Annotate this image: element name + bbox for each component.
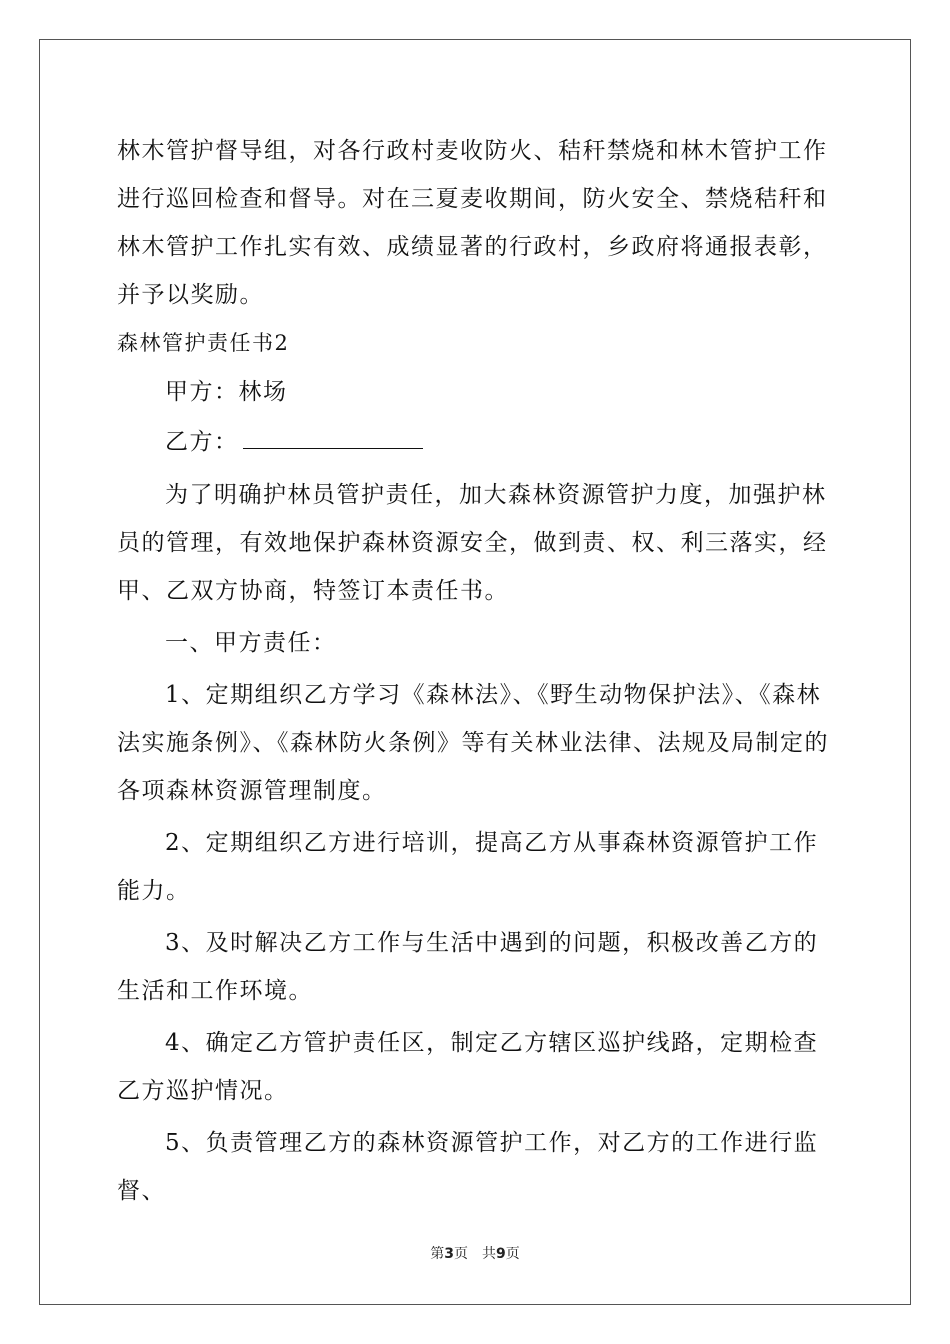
clause-item-5: 5、负责管理乙方的森林资源管护工作，对乙方的工作进行监督、	[117, 1130, 819, 1204]
footer-total-pages: 9	[496, 1246, 506, 1262]
footer-prefix: 第	[430, 1246, 445, 1262]
document-body	[117, 127, 837, 1215]
clause-item-2: 2、定期组织乙方进行培训，提高乙方从事森林资源管护工作能力。	[117, 830, 819, 904]
section-one-title: 一、甲方责任：	[165, 630, 337, 656]
footer-page-number: 3	[444, 1246, 454, 1262]
page-footer	[0, 1243, 950, 1263]
party-b-label: 乙方：	[165, 429, 239, 455]
clause-item-3: 3、及时解决乙方工作与生活中遇到的问题，积极改善乙方的生活和工作环境。	[117, 930, 819, 1004]
footer-suffix: 页	[505, 1246, 520, 1262]
section-heading: 森林管护责任书2	[117, 331, 290, 355]
intro-paragraph: 为了明确护林员管护责任，加大森林资源管护力度，加强护林员的管理，有效地保护森林资源安全，做到责、权、利三落实，经甲、乙双方协商，特签订本责任书。	[117, 482, 828, 604]
clause-item-4: 4、确定乙方管护责任区，制定乙方辖区巡护线路，定期检查乙方巡护情况。	[117, 1030, 819, 1104]
party-b-blank	[243, 422, 423, 449]
party-b-line	[117, 417, 837, 467]
clause-item-1: 1、定期组织乙方学习《森林法》、《野生动物保护法》、《森林法实施条例》、《森林防火条例》等有关林业法律、法规及局制定的各项森林资源管理制度。	[117, 682, 829, 804]
party-a-line: 甲方：林场	[165, 379, 288, 405]
footer-mid: 页 共	[454, 1246, 496, 1262]
paragraph-continued: 林木管护督导组，对各行政村麦收防火、秸秆禁烧和林木管护工作进行巡回检查和督导。对在三夏麦收期间，防火安全、禁烧秸秆和林木管护工作扎实有效、成绩显著的行政村，乡政府将通报表彰，并予以奖励。	[117, 138, 828, 308]
